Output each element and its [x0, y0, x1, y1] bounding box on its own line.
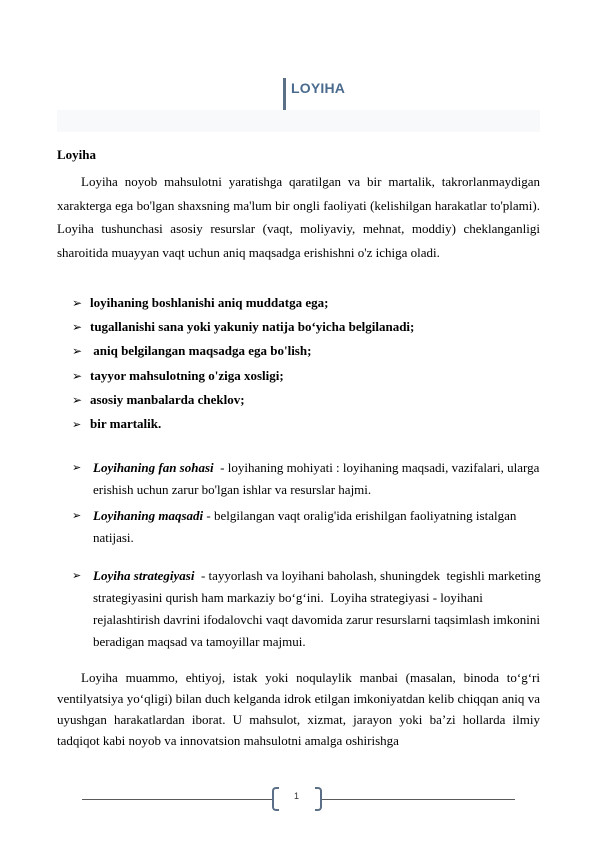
list-item-text: asosiy manbalarda cheklov;	[90, 392, 245, 407]
header-band	[57, 110, 540, 132]
arrow-bullet-icon: ➢	[72, 418, 82, 431]
list-item	[72, 294, 328, 312]
list-item-text: loyihaning boshlanishi aniq muddatga ega;	[90, 295, 329, 310]
closing-paragraph-text: Loyiha muammo, ehtiyoj, istak yoki noqulaylik manbai (masalan, binoda to‘g‘ri ventilyatsiya yo‘qligi) bilan duch kelganda idrok etilgan imkoniyatdan kelib chiqqan aniq va uyushgan harakatlardan iborat. U mahsulot, xizmat, jarayon yoki ba’zi hollarda ilmiy tadqiqot kabi noyob va innovatsion mahsulotni amalga oshirishga	[57, 670, 540, 748]
definition-item	[72, 505, 542, 549]
definition-term: Loyihaning fan sohasi	[93, 460, 214, 475]
arrow-bullet-icon: ➢	[72, 369, 83, 383]
definition-text: - tayyorlash va loyihani baholash, shuningdek tegishli marketing strategiyasini qurish ham markaziy bo‘g‘ini. Loyiha strategiyasi - loyihani rejalashtirish davrini ifodalovchi vaqt davomida zarur resurslarni taqsimlash imkonini beradigan maqsad va tamoyillar majmui.	[93, 568, 544, 649]
arrow-bullet-icon: ➢	[72, 344, 83, 358]
arrow-bullet-icon: ➢	[72, 393, 83, 407]
arrow-bullet-icon: ➢	[72, 461, 82, 474]
arrow-bullet-icon: ➢	[72, 569, 82, 582]
arrow-bullet-icon: ➢	[72, 296, 83, 310]
definition-text: - loyihaning mohiyati : loyihaning maqsadi, vazifalari, ularga erishish uchun zarur bo'lgan ishlar va resurslar hajmi.	[93, 460, 543, 497]
list-item	[72, 391, 245, 409]
definition-item	[72, 565, 542, 653]
list-item	[72, 367, 284, 385]
list-item	[72, 318, 414, 336]
list-item-text: tayyor mahsulotning o'ziga xosligi;	[90, 368, 284, 383]
definition-term: Loyihaning maqsadi	[93, 508, 204, 523]
list-item	[72, 415, 161, 434]
section-heading: Loyiha	[57, 147, 97, 162]
list-item-text: aniq belgilangan maqsadga ega bo'lish;	[90, 343, 312, 358]
definition-item	[72, 457, 542, 501]
definition-term: Loyiha strategiyasi	[93, 568, 195, 583]
list-item-text: tugallanishi sana yoki yakuniy natija bo‘yicha belgilanadi;	[90, 319, 415, 334]
closing-paragraph	[57, 667, 540, 751]
footer-rule-left	[82, 799, 272, 800]
arrow-bullet-icon: ➢	[72, 509, 82, 522]
list-item	[72, 342, 311, 360]
page-number: 1	[293, 791, 299, 801]
page-header-title: LOYIHA	[291, 80, 346, 96]
definition-text: - belgilangan vaqt oralig'ida erishilgan faoliyatning istalgan natijasi.	[93, 508, 520, 545]
arrow-bullet-icon: ➢	[72, 320, 83, 334]
intro-paragraph-text: Loyiha noyob mahsulotni yaratishga qaratilgan va bir martalik, takrorlanmaydigan xarakterga ega bo'lgan shaxsning ma'lum bir ongli faoliyati (kelishilgan harakatlar to'plami). Loyiha tushunchasi asosiy resurslar (vaqt, moliyaviy, mehnat, moddiy) cheklanganligi sharoitida muayyan vaqt uchun aniq maqsadga erishishni o'z ichiga oladi.	[57, 174, 540, 260]
list-item-text: bir martalik.	[90, 416, 162, 431]
intro-paragraph	[57, 170, 540, 264]
footer-rule-right	[322, 799, 515, 800]
footer-bracket-right	[315, 787, 322, 811]
